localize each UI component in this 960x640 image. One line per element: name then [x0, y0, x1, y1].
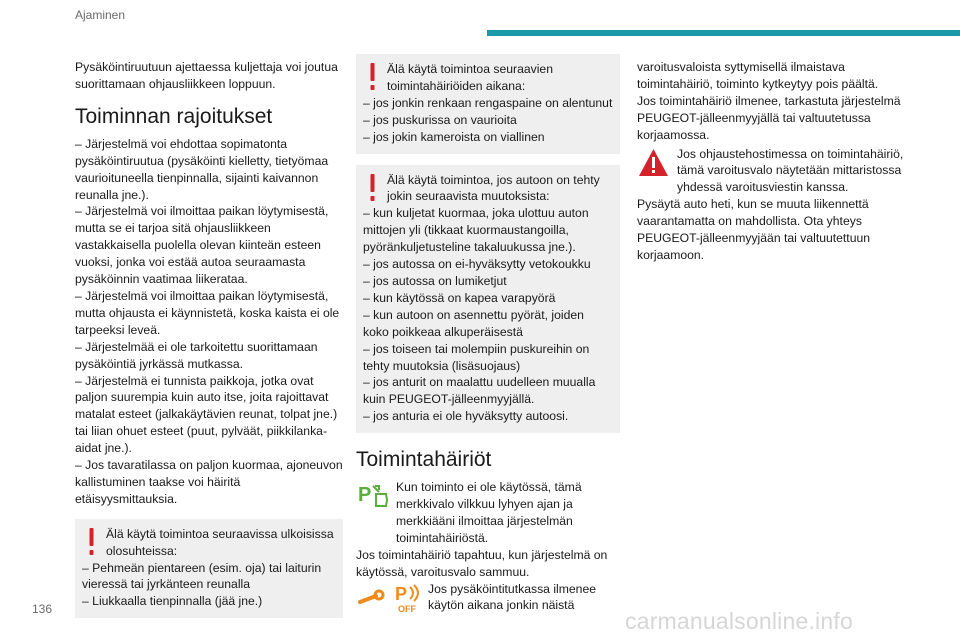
exclamation-icon [368, 62, 377, 92]
watermark: carmanualsonline.info [625, 608, 853, 634]
warning-item: – jos autossa on ei-hyväksytty vetokoukku [363, 257, 591, 272]
wrench-icon [356, 582, 389, 614]
warning-item: – Pehmeän pientareen (esim. oja) tai laiturin vieressä tai jyrkänteen reunalla [82, 560, 322, 592]
power-steering-text: Jos ohjaustehostimessa on toimintahäiriö, tämä varoitusvalo näytetään mittaristossa yhdessä varoitusviestin kanssa. [677, 146, 904, 195]
warning-item: – jos jokin kameroista on viallinen [363, 129, 545, 144]
paragraph: varoitusvaloista syttymisellä ilmaistava toimintahäiriö, toiminto kytkeytyy pois päältä. [637, 60, 879, 91]
warning-item: – kun autoon on asennettu pyörät, joiden koko poikkeaa alkuperäisestä [363, 307, 584, 339]
intro-paragraph: Pysäköintiruutuun ajettaessa kuljettaja voi joutua suorittamaan ohjausliikkeen loppuun. [75, 60, 338, 91]
park-assist-icon [356, 480, 389, 512]
heading-limitations: Toiminnan rajoitukset [75, 104, 273, 128]
warning-box [356, 54, 620, 154]
warning-head-text: Älä käytä toimintoa seuraavissa ulkoisissa olosuhteissa: [106, 526, 334, 558]
warning-item: – jos toiseen tai molempiin puskureihin on tehty muutoksia (lisäsuojaus) [363, 341, 590, 373]
warning-item: – kun käytössä on kapea varapyörä [363, 290, 556, 305]
park-sensor-paragraph [356, 581, 620, 615]
park-sensor-off-icon [393, 582, 426, 614]
column-2 [356, 54, 620, 615]
header-accent-bar [487, 30, 960, 36]
paragraph: Jos toimintahäiriö tapahtuu, kun järjestelmä on käytössä, varoitusvalo sammuu. [356, 547, 608, 579]
warning-item: – kun kuljetat kuormaa, joka ulottuu auton mittojen yli (tikkaat kuormaustangoilla, pyöränkuljetusteline takaluukussa jne.). [363, 206, 589, 255]
heading-malfunctions: Toimintahäiriöt [356, 448, 492, 472]
column-3 [637, 59, 912, 264]
park-sensor-text: Jos pysäköintitutkassa ilmenee käytön aikana jonkin näistä [428, 581, 597, 613]
exclamation-icon [368, 173, 377, 203]
warning-item: – jos autossa on lumiketjut [363, 273, 507, 288]
svg-text:P: P [395, 583, 408, 604]
warning-box [356, 165, 620, 434]
triangle-warning-icon [637, 147, 670, 179]
warning-item: – jos anturit on maalattu uudelleen muualla kuin PEUGEOT-jälleenmyyjällä. [363, 375, 596, 407]
warning-item: – Liukkaalla tienpinnalla (jää jne.) [82, 594, 263, 609]
column-1 [75, 59, 343, 618]
park-assist-text: Kun toiminto ei ole käytössä, tämä merkkivalo vilkkuu lyhyen ajan ja merkkiääni ilmoittaa järjestelmän toimintahäiriöstä. [396, 480, 582, 545]
warning-item: – jos puskurissa on vaurioita [363, 112, 517, 127]
list-item: – Jos tavaratilassa on paljon kuormaa, ajoneuvon kallistuminen taakse voi häiritä etäisyysmittauksia. [75, 458, 343, 506]
warning-head-text: Älä käytä toimintoa seuraavien toimintahäiriöiden aikana: [387, 62, 553, 93]
list-item: – Järjestelmä voi ehdottaa sopimatonta pysäköintiruutua (pysäköinti kielletty, tietyömaa vaurioituneella tienpinnalla, sijainti kaivannon reunalla jne.). [75, 136, 329, 202]
paragraph: Jos toimintahäiriö ilmenee, tarkastuta järjestelmä PEUGEOT-jälleenmyyjällä tai valtuutetussa korjaamossa. [637, 93, 901, 142]
warning-head [82, 526, 336, 560]
page-number: 136 [32, 602, 53, 616]
list-item: – Järjestelmä ei tunnista paikkoja, jotka ovat paljon suurempia kuin auto itse, joita rajoittavat matalat esteet (jalkakäytävien reunat, tolpat jne.) tai liian ohuet esteet (puut, pylväät, piikkilanka-aidat jne.). [75, 373, 338, 456]
park-assist-paragraph [356, 479, 620, 547]
paragraph: Pysäytä auto heti, kun se muuta liikennettä vaarantamatta on mahdollista. Ota yhteys PEUGEOT-jälleenmyyjään tai valtuutettuun korjaamoon. [637, 197, 871, 262]
power-steering-paragraph [637, 146, 912, 197]
list-item: – Järjestelmä voi ilmoittaa paikan löytymisestä, mutta se ei tarjoa sitä ohjausliikkeen vastakkaisella puolella olevan kiinteän esteen vuoksi, jonka voi estää autoa seuraamasta pysäköinnin vaatimaa liikerataa. [75, 204, 329, 287]
svg-text:P: P [358, 484, 372, 507]
section-title: Ajaminen [75, 8, 126, 22]
warning-head [363, 61, 613, 95]
list-item: – Järjestelmä voi ilmoittaa paikan löytymisestä, mutta ohjausta ei käynnistetä, koska kaista ei ole tarpeeksi leveä. [75, 288, 340, 337]
off-label: OFF [398, 603, 416, 614]
warning-item: – jos anturia ei ole hyväksytty autoosi. [363, 409, 569, 424]
warning-head [363, 172, 613, 206]
warning-item: – jos jonkin renkaan rengaspaine on alentunut [363, 95, 613, 110]
warning-box [75, 519, 343, 619]
warning-head-text: Älä käytä toimintoa, jos autoon on tehty jokin seuraavista muutoksista: [387, 172, 600, 204]
exclamation-icon [87, 527, 96, 557]
list-item: – Järjestelmää ei ole tarkoitettu suorittamaan pysäköintiä jyrkässä mutkassa. [75, 339, 318, 371]
